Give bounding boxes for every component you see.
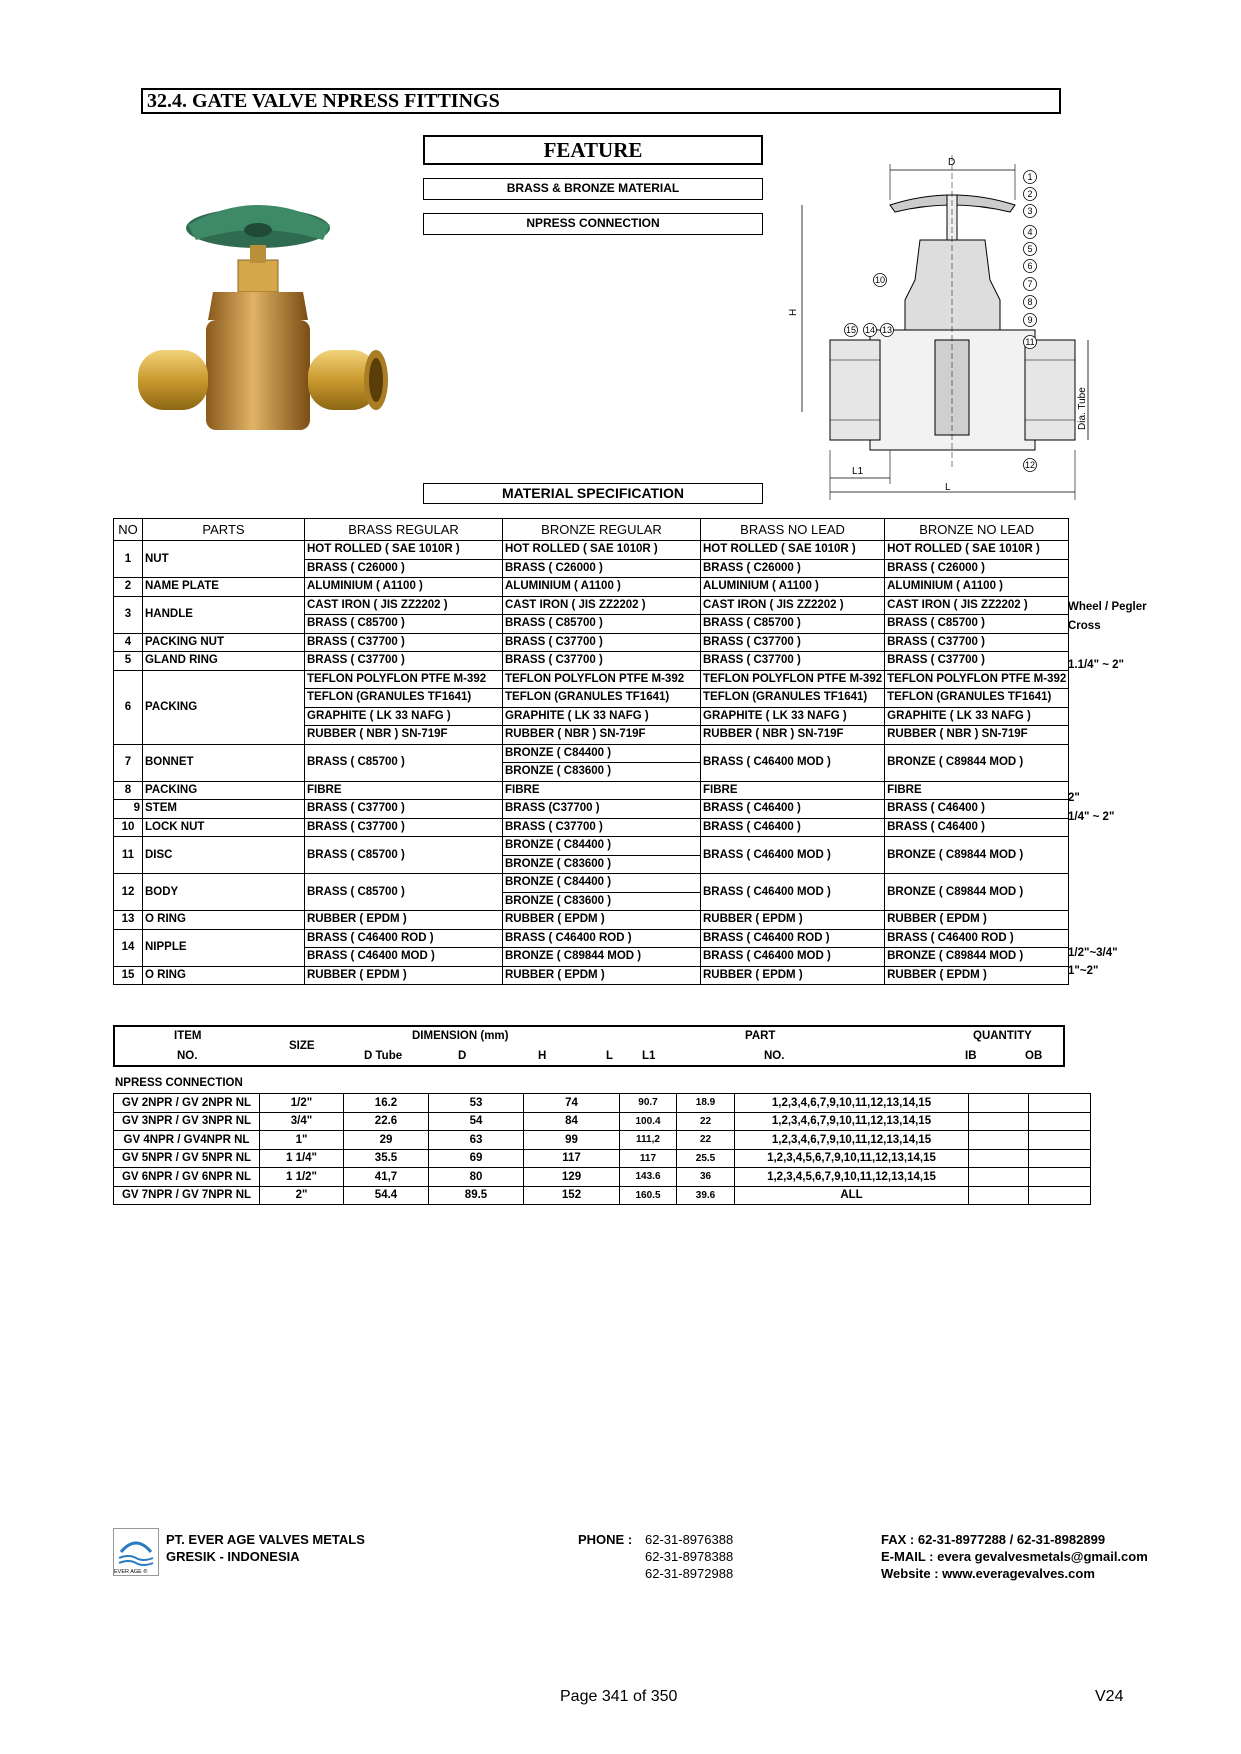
dim-header-quantity: QUANTITY [973,1030,1032,1042]
table-cell: NAME PLATE [143,578,305,597]
dim-l-label: L [945,482,951,493]
table-cell: ALUMINIUM ( A1100 ) [885,578,1069,597]
table-row [114,1094,1091,1113]
table-cell: TEFLON POLYFLON PTFE M-392 [701,670,885,689]
table-cell: RUBBER ( EPDM ) [885,911,1069,930]
callout-6: 6 [1027,261,1033,271]
table-cell: RUBBER ( EPDM ) [701,966,885,985]
table-cell: 1,2,3,4,5,6,7,9,10,11,12,13,14,15 [735,1149,969,1168]
table-cell: RUBBER ( NBR ) SN-719F [503,726,701,745]
table-row [114,911,1069,930]
table-cell: GRAPHITE ( LK 33 NAFG ) [885,707,1069,726]
table-cell: 111,2 [620,1131,677,1150]
page-number: Page 341 of 350 [560,1688,678,1705]
table-cell: 54 [429,1112,524,1131]
table-cell: BRONZE ( C83600 ) [503,763,701,782]
table-cell: 29 [344,1131,429,1150]
callout-2: 2 [1027,189,1033,199]
table-cell: BRONZE ( C89844 MOD ) [885,948,1069,967]
table-cell [1029,1094,1091,1113]
feature-heading: FEATURE [423,135,763,165]
valve-cross-section-diagram [790,150,1120,505]
table-cell: 99 [524,1131,620,1150]
table-cell: BODY [143,874,305,911]
table-cell: BRONZE ( C84400 ) [503,837,701,856]
table-cell: TEFLON (GRANULES TF1641) [503,689,701,708]
table-cell: ALUMINIUM ( A1100 ) [305,578,503,597]
table-cell: 41,7 [344,1168,429,1187]
table-cell: BRASS ( C46400 ) [701,800,885,819]
table-cell: NUT [143,541,305,578]
table-cell: HOT ROLLED ( SAE 1010R ) [885,541,1069,560]
table-cell: FIBRE [305,781,503,800]
table-cell: 69 [429,1149,524,1168]
dim-header-h: H [538,1050,547,1062]
table-row [114,966,1069,985]
dim-header-d: D [458,1050,467,1062]
table-cell: ALUMINIUM ( A1100 ) [701,578,885,597]
table-cell: RUBBER ( EPDM ) [885,966,1069,985]
side-note: Cross [1068,620,1101,632]
dim-header-part-no: NO. [764,1050,785,1062]
callout-4: 4 [1027,227,1033,237]
dim-header-dimension: DIMENSION (mm) [412,1030,509,1042]
table-cell: PACKING [143,781,305,800]
table-cell: 1,2,3,4,6,7,9,10,11,12,13,14,15 [735,1131,969,1150]
table-cell: BRONZE ( C83600 ) [503,855,701,874]
dim-header-item-no: NO. [177,1050,198,1062]
table-cell [1029,1186,1091,1205]
table-cell: LOCK NUT [143,818,305,837]
table-cell: NIPPLE [143,929,305,966]
table-cell: FIBRE [503,781,701,800]
table-header-cell: BRASS REGULAR [305,519,503,541]
table-cell: 22.6 [344,1112,429,1131]
table-cell: BRASS ( C46400 ) [885,818,1069,837]
table-cell [969,1131,1029,1150]
table-cell: BRASS ( C85700 ) [701,615,885,634]
callout-14: 14 [864,325,876,335]
table-cell: 129 [524,1168,620,1187]
table-cell: BRASS ( C37700 ) [885,633,1069,652]
table-header-row [114,519,1069,541]
table-cell [1029,1131,1091,1150]
table-cell: 53 [429,1094,524,1113]
callout-10: 10 [874,275,886,285]
table-cell: FIBRE [885,781,1069,800]
table-header-cell: NO [114,519,143,541]
table-cell: BRASS ( C46400 ROD ) [701,929,885,948]
table-cell: 15 [114,966,143,985]
callout-9: 9 [1027,315,1033,325]
table-cell [969,1149,1029,1168]
table-cell: BRASS (C37700 ) [503,800,701,819]
table-cell: BRASS ( C37700 ) [701,652,885,671]
table-cell: 11 [114,837,143,874]
side-note: 1/4" ~ 2" [1068,811,1115,823]
table-cell: O RING [143,911,305,930]
table-cell: 100.4 [620,1112,677,1131]
table-cell: GRAPHITE ( LK 33 NAFG ) [701,707,885,726]
table-cell: HOT ROLLED ( SAE 1010R ) [305,541,503,560]
table-cell: 80 [429,1168,524,1187]
table-cell: 160.5 [620,1186,677,1205]
table-cell [969,1168,1029,1187]
table-cell: HOT ROLLED ( SAE 1010R ) [701,541,885,560]
table-row [114,837,1069,856]
table-cell: GRAPHITE ( LK 33 NAFG ) [503,707,701,726]
table-cell: 8 [114,781,143,800]
table-row [114,781,1069,800]
table-cell: BRONZE ( C89844 MOD ) [503,948,701,967]
callout-15: 15 [845,325,857,335]
table-cell: 152 [524,1186,620,1205]
feature-item: BRASS & BRONZE MATERIAL [423,178,763,200]
table-cell: BRONZE ( C89844 MOD ) [885,744,1069,781]
company-name: PT. EVER AGE VALVES METALS [166,1532,365,1547]
table-cell: RUBBER ( EPDM ) [305,966,503,985]
table-cell: 1 [114,541,143,578]
table-row [114,1112,1091,1131]
table-row [114,1131,1091,1150]
table-cell: GV 7NPR / GV 7NPR NL [114,1186,260,1205]
table-cell: 22 [677,1112,735,1131]
callout-13: 13 [881,325,893,335]
dim-header-item: ITEM [174,1030,202,1042]
table-cell: 9 [114,800,143,819]
table-cell: CAST IRON ( JIS ZZ2202 ) [503,596,701,615]
table-row [114,800,1069,819]
table-cell: BRASS ( C26000 ) [885,559,1069,578]
table-cell: BONNET [143,744,305,781]
table-cell: 1 1/4" [260,1149,344,1168]
side-note: 1/2"~3/4" [1068,947,1118,959]
table-cell: BRASS ( C37700 ) [885,652,1069,671]
table-cell: 1,2,3,4,5,6,7,9,10,11,12,13,14,15 [735,1168,969,1187]
table-cell: BRASS ( C37700 ) [503,633,701,652]
table-row [114,652,1069,671]
table-cell: BRASS ( C46400 MOD ) [701,874,885,911]
table-cell: BRASS ( C37700 ) [305,818,503,837]
table-cell: CAST IRON ( JIS ZZ2202 ) [885,596,1069,615]
material-spec-heading: MATERIAL SPECIFICATION [423,483,763,504]
table-cell: 84 [524,1112,620,1131]
table-cell: STEM [143,800,305,819]
table-cell: BRASS ( C46400 MOD ) [701,744,885,781]
table-cell: 2" [260,1186,344,1205]
table-cell: 4 [114,633,143,652]
table-cell: 143.6 [620,1168,677,1187]
table-cell: 3 [114,596,143,633]
table-cell: BRASS ( C37700 ) [503,652,701,671]
feature-item: NPRESS CONNECTION [423,213,763,235]
dim-header-l: L [606,1050,614,1062]
callout-5: 5 [1027,244,1033,254]
table-header-cell: BRONZE REGULAR [503,519,701,541]
table-cell: BRASS ( C46400 ROD ) [885,929,1069,948]
table-row [114,541,1069,560]
table-cell: DISC [143,837,305,874]
dimension-header [113,1025,1065,1067]
table-cell: 90.7 [620,1094,677,1113]
table-cell [969,1112,1029,1131]
dim-header-size: SIZE [289,1040,315,1052]
table-header-cell: PARTS [143,519,305,541]
table-cell: BRASS ( C37700 ) [305,800,503,819]
email-link[interactable]: E-MAIL : evera gevalvesmetals@gmail.com [881,1549,1148,1564]
table-cell [969,1186,1029,1205]
table-cell: RUBBER ( EPDM ) [503,911,701,930]
table-cell [1029,1149,1091,1168]
phone-label: PHONE : [578,1532,633,1547]
table-cell: 16.2 [344,1094,429,1113]
table-cell: GV 5NPR / GV 5NPR NL [114,1149,260,1168]
table-cell: BRASS ( C85700 ) [305,874,503,911]
dim-header-dtube: D Tube [364,1050,403,1062]
table-cell: BRASS ( C26000 ) [503,559,701,578]
callout-1: 1 [1027,172,1033,182]
page-title: 32.4. GATE VALVE NPRESS FITTINGS [141,88,1061,114]
callout-8: 8 [1027,297,1033,307]
table-cell: 13 [114,911,143,930]
table-cell: 63 [429,1131,524,1150]
table-cell: TEFLON (GRANULES TF1641) [885,689,1069,708]
table-cell: BRASS ( C46400 ROD ) [503,929,701,948]
material-spec-table [113,518,1069,985]
table-cell: RUBBER ( NBR ) SN-719F [885,726,1069,745]
table-cell [1029,1168,1091,1187]
dimension-table [113,1093,1091,1205]
table-cell: RUBBER ( NBR ) SN-719F [701,726,885,745]
side-note: 1"~2" [1068,965,1099,977]
table-cell: BRASS ( C26000 ) [701,559,885,578]
table-cell: 1/2" [260,1094,344,1113]
table-cell: BRASS ( C46400 ) [885,800,1069,819]
table-cell: BRASS ( C26000 ) [305,559,503,578]
table-cell: 89.5 [429,1186,524,1205]
phone-number: 62-31-8972988 [645,1566,734,1581]
table-cell: 54.4 [344,1186,429,1205]
website-link[interactable]: Website : www.everagevalves.com [881,1566,1095,1581]
table-cell: BRASS ( C37700 ) [701,633,885,652]
table-cell: 74 [524,1094,620,1113]
table-cell: 5 [114,652,143,671]
table-cell: BRONZE ( C83600 ) [503,892,701,911]
table-header-cell: BRONZE NO LEAD [885,519,1069,541]
table-cell: RUBBER ( EPDM ) [305,911,503,930]
table-cell: 1,2,3,4,6,7,9,10,11,12,13,14,15 [735,1094,969,1113]
table-cell: 18.9 [677,1094,735,1113]
table-cell: TEFLON (GRANULES TF1641) [701,689,885,708]
table-cell: BRASS ( C37700 ) [305,652,503,671]
table-cell: BRASS ( C85700 ) [885,615,1069,634]
table-cell: GRAPHITE ( LK 33 NAFG ) [305,707,503,726]
table-cell: 35.5 [344,1149,429,1168]
table-cell: BRONZE ( C84400 ) [503,744,701,763]
table-row [114,818,1069,837]
dim-d-label: D [948,157,956,168]
table-cell: 12 [114,874,143,911]
table-row [114,596,1069,615]
dim-l1-label: L1 [852,466,864,477]
table-cell: FIBRE [701,781,885,800]
side-note: Wheel / Pegler [1068,601,1147,613]
table-row [114,1168,1091,1187]
table-cell: CAST IRON ( JIS ZZ2202 ) [305,596,503,615]
table-cell: GLAND RING [143,652,305,671]
table-cell [1029,1112,1091,1131]
side-note: 2" [1068,792,1080,804]
table-cell: BRASS ( C46400 MOD ) [701,837,885,874]
logo-text: EVER AGE ® [114,1569,148,1575]
section-label: NPRESS CONNECTION [115,1077,243,1089]
table-cell: 39.6 [677,1186,735,1205]
table-cell: PACKING NUT [143,633,305,652]
table-cell: TEFLON (GRANULES TF1641) [305,689,503,708]
table-cell: 117 [620,1149,677,1168]
table-cell: BRASS ( C85700 ) [305,837,503,874]
gate-valve-photo [118,200,398,485]
table-row [114,670,1069,689]
side-note: 1.1/4" ~ 2" [1068,659,1124,671]
table-cell: O RING [143,966,305,985]
table-cell: 7 [114,744,143,781]
table-cell: 1" [260,1131,344,1150]
table-cell: 117 [524,1149,620,1168]
table-row [114,633,1069,652]
table-cell: GV 3NPR / GV 3NPR NL [114,1112,260,1131]
table-cell: 36 [677,1168,735,1187]
table-cell: BRASS ( C37700 ) [305,633,503,652]
table-cell: GV 6NPR / GV 6NPR NL [114,1168,260,1187]
version-label: V24 [1095,1688,1124,1705]
table-cell: GV 2NPR / GV 2NPR NL [114,1094,260,1113]
table-cell: PACKING [143,670,305,744]
table-cell: 2 [114,578,143,597]
table-cell: TEFLON POLYFLON PTFE M-392 [503,670,701,689]
table-cell: BRONZE ( C89844 MOD ) [885,874,1069,911]
phone-number: 62-31-8976388 [645,1532,734,1547]
table-row [114,1149,1091,1168]
dim-h-label: H [788,308,799,316]
table-cell: TEFLON POLYFLON PTFE M-392 [885,670,1069,689]
table-cell: RUBBER ( NBR ) SN-719F [305,726,503,745]
callout-12: 12 [1024,460,1036,470]
fax-info: FAX : 62-31-8977288 / 62-31-8982899 [881,1532,1106,1547]
dim-header-ib: IB [965,1050,977,1062]
table-cell: BRASS ( C37700 ) [503,818,701,837]
table-header-cell: BRASS NO LEAD [701,519,885,541]
table-cell: TEFLON POLYFLON PTFE M-392 [305,670,503,689]
callout-3: 3 [1027,206,1033,216]
table-cell: 10 [114,818,143,837]
callout-7: 7 [1027,279,1033,289]
table-cell: BRONZE ( C89844 MOD ) [885,837,1069,874]
table-cell [969,1094,1029,1113]
table-cell: HOT ROLLED ( SAE 1010R ) [503,541,701,560]
table-cell: 25.5 [677,1149,735,1168]
dim-header-l1: L1 [642,1050,656,1062]
table-cell: BRASS ( C46400 ROD ) [305,929,503,948]
table-cell: HANDLE [143,596,305,633]
table-row [114,744,1069,763]
table-row [114,929,1069,948]
table-cell: 22 [677,1131,735,1150]
table-cell: BRASS ( C85700 ) [305,744,503,781]
table-cell: 14 [114,929,143,966]
callout-11: 11 [1025,337,1035,347]
table-row [114,1186,1091,1205]
table-cell: BRASS ( C46400 ) [701,818,885,837]
company-location: GRESIK - INDONESIA [166,1549,300,1564]
dim-header-ob: OB [1025,1050,1043,1062]
table-cell: 1 1/2" [260,1168,344,1187]
table-cell: BRASS ( C85700 ) [503,615,701,634]
table-cell: 6 [114,670,143,744]
table-cell: BRONZE ( C84400 ) [503,874,701,893]
table-cell: CAST IRON ( JIS ZZ2202 ) [701,596,885,615]
phone-number: 62-31-8978388 [645,1549,734,1564]
table-cell: BRASS ( C46400 MOD ) [305,948,503,967]
dim-header-part: PART [745,1030,776,1042]
table-row [114,874,1069,893]
table-cell: 3/4" [260,1112,344,1131]
table-cell: GV 4NPR / GV4NPR NL [114,1131,260,1150]
table-cell: BRASS ( C46400 MOD ) [701,948,885,967]
table-cell: RUBBER ( EPDM ) [701,911,885,930]
table-cell: 1,2,3,4,6,7,9,10,11,12,13,14,15 [735,1112,969,1131]
dim-dia-tube-label: Dia. Tube [1077,387,1088,430]
table-cell: BRASS ( C85700 ) [305,615,503,634]
table-row [114,578,1069,597]
table-cell: ALUMINIUM ( A1100 ) [503,578,701,597]
table-cell: ALL [735,1186,969,1205]
table-cell: RUBBER ( EPDM ) [503,966,701,985]
